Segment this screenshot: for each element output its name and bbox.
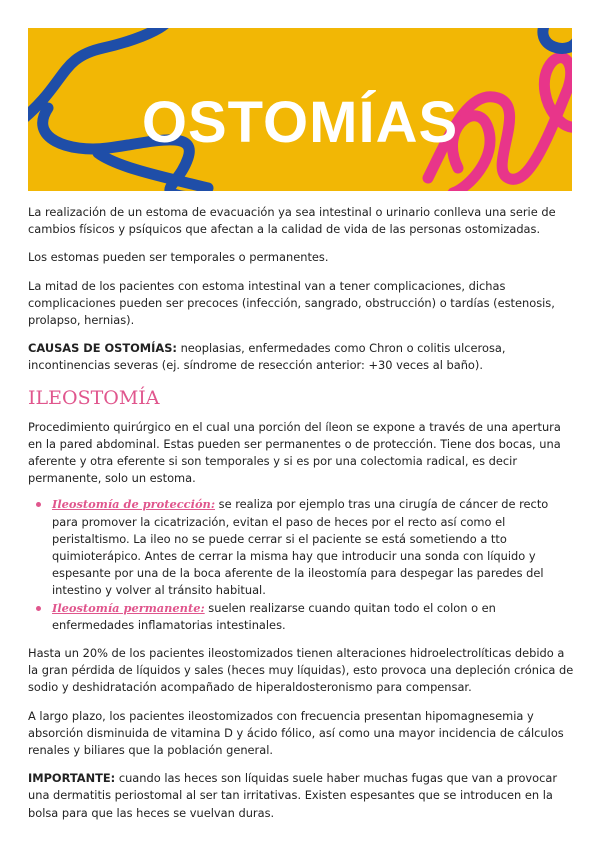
list-item [52, 600, 576, 634]
list-item-text: se realiza por ejemplo tras una cirugía de cáncer de recto para promover la cicatrización, evitan el paso de heces por el recto así como el peristaltismo. La ileo no se puede cerrar si el paciente se está sometiendo a tto quimioterápico. Antes de cerrar la misma hay que introducir una sonda con líquido y espesante por una de la boca aferente de la ileostomía para despegar las paredes del intestino y volver al tránsito habitual. [52, 497, 549, 598]
complications-paragraph: La mitad de los pacientes con estoma intestinal van a tener complicaciones, dichas complicaciones pueden ser precoces (infección, sangrado, obstrucción) o tardías (estenosis, prolapso, hernias). [28, 278, 555, 328]
title-banner [28, 28, 572, 191]
ileostomia-description: Procedimiento quirúrgico en el cual una porción del íleon se expone a través de una apertura en la pared abdominal. Estas pueden ser permanentes o de protección. Tiene dos bocas, una aferente y otra eferente si son temporales y si es por una colectomia radical, es decir permanente, solo un estoma. [28, 419, 561, 486]
important-paragraph [28, 770, 576, 822]
causes-text: neoplasias, enfermedades como Chron o colitis ulcerosa, incontinencias severas (ej. síndrome de resección anterior: +30 veces al baño). [28, 341, 506, 373]
list-item-text: suelen realizarse cuando quitan todo el colon o en enfermedades inflamatorias intestinales. [52, 600, 496, 632]
ileostomia-types-list [28, 496, 576, 634]
list-item [52, 496, 576, 599]
blue-accent [543, 28, 572, 48]
long-term-paragraph: A largo plazo, los pacientes ileostomizados con frecuencia presentan hipomagnesemia y absorción disminuida de vitamina D y ácido fólico, así como una mayor incidencia de cálculos renales y biliares que la población general. [28, 708, 564, 758]
causes-paragraph [28, 340, 576, 374]
important-label: IMPORTANTE: [28, 771, 116, 786]
important-text: cuando las heces son líquidas suele haber muchas fugas que van a provocar una dermatitis periostomal al ser tan irritativas. Existen espesantes que se introducen en la bolsa para que las heces se vuelvan duras. [28, 771, 558, 820]
hydroelectrolytic-paragraph: Hasta un 20% de los pacientes ileostomizados tienen alteraciones hidroelectrolíticas debido a la gran pérdida de líquidos y sales (heces muy líquidas), esto provoca una depleción crónica de sodio y deshidratación acompañado de hiperaldosteronismo para compensar. [28, 646, 574, 695]
section-title-ileostomia: ILEOSTOMÍA [28, 386, 160, 409]
causes-label: CAUSAS DE OSTOMÍAS: [28, 341, 177, 356]
page-title: OSTOMÍAS [141, 90, 459, 155]
intro-paragraph: La realización de un estoma de evacuación ya sea intestinal o urinario conlleva una serie de cambios físicos y psíquicos que afectan a la calidad de vida de las personas ostomizadas. [28, 205, 556, 237]
bullet-icon [36, 502, 41, 507]
document-body [28, 204, 576, 822]
term-ileostomia-permanente: Ileostomía permanente: [52, 600, 205, 615]
term-ileostomia-proteccion: Ileostomía de protección: [52, 497, 216, 512]
bullet-icon [36, 606, 41, 611]
stoma-types-paragraph: Los estomas pueden ser temporales o permanentes. [28, 250, 329, 265]
